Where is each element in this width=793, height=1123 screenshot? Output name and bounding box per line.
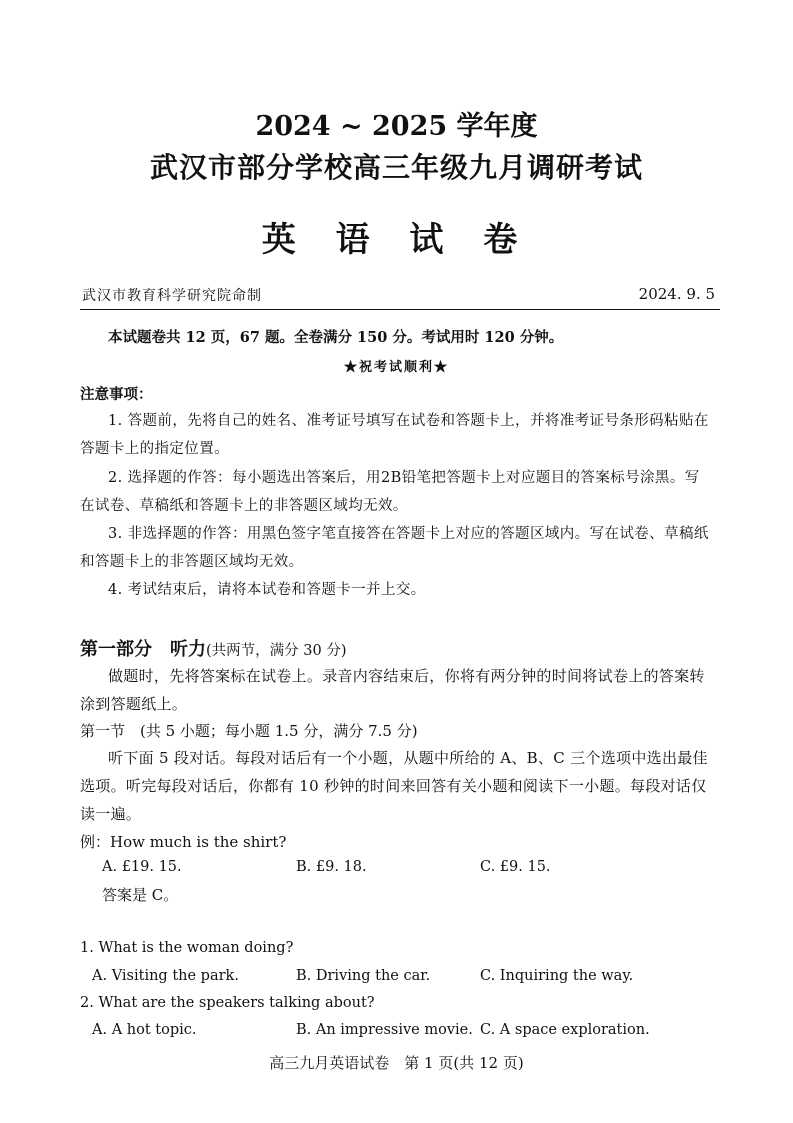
question-option-c: C. Inquiring the way. — [480, 968, 634, 984]
section1-intro: 听下面 5 段对话。每段对话后有一个小题，从题中所给的 A、B、C 三个选项中选出最佳选项。听完每段对话后，你都有 10 秒钟的时间来回答有关小题和阅读下一小题。每段对话仅读一遍。 — [80, 749, 708, 823]
notes-heading: 注意事项： — [80, 386, 153, 403]
note-item: 3. 非选择题的作答：用黑色签字笔直接答在答题卡上对应的答题区域内。写在试卷、草稿纸和答题卡上的非答题区域均无效。 — [80, 526, 709, 570]
header-divider — [80, 309, 720, 310]
exam-title: 武汉市部分学校高三年级九月调研考试 — [149, 151, 643, 184]
question-option-b: B. An impressive movie. — [296, 1022, 473, 1038]
note-item: 2. 选择题的作答：每小题选出答案后，用2B铅笔把答题卡上对应题目的答案标号涂黑。写在试卷、草稿纸和答题卡上的非答题区域均无效。 — [80, 470, 700, 514]
example-answer: 答案是 C。 — [102, 886, 179, 904]
part1-heading — [80, 635, 346, 661]
exam-year: 2024 ~ 2025 学年度 — [255, 111, 538, 142]
question-stem: 1. What is the woman doing? — [80, 940, 294, 956]
issuer: 武汉市教育科学研究院命制 — [82, 288, 262, 304]
example-option-c: C. £9. 15. — [480, 859, 551, 875]
part1-title: 第一部分 听力 — [80, 639, 206, 660]
question-option-a: A. A hot topic. — [92, 1022, 197, 1038]
exam-summary: 本试题卷共 12 页，67 题。全卷满分 150 分。考试用时 120 分钟。 — [108, 329, 564, 346]
example-question: 例：How much is the shirt? — [80, 833, 287, 851]
part1-intro: 做题时，先将答案标在试卷上。录音内容结束后，你将有两分钟的时间将试卷上的答案转涂到答题纸上。 — [80, 667, 705, 713]
question-option-b: B. Driving the car. — [296, 968, 431, 984]
question-option-a: A. Visiting the park. — [92, 968, 239, 984]
part1-subtitle: (共两节，满分 30 分) — [206, 643, 347, 659]
exam-date: 2024. 9. 5 — [638, 285, 715, 303]
question-stem: 2. What are the speakers talking about? — [80, 995, 375, 1011]
section1-title: 第一节 (共 5 小题；每小题 1.5 分，满分 7.5 分) — [80, 722, 418, 740]
example-option-b: B. £9. 18. — [296, 859, 367, 875]
note-item: 1. 答题前，先将自己的姓名、准考证号填写在试卷和答题卡上，并将准考证号条形码粘贴在答题卡上的指定位置。 — [80, 413, 709, 457]
question-option-c: C. A space exploration. — [480, 1022, 650, 1038]
good-luck-banner: ★祝考试顺利★ — [343, 360, 449, 375]
subject-title: 英 语 试 卷 — [261, 220, 532, 260]
example-option-a: A. £19. 15. — [102, 859, 182, 875]
note-item: 4. 考试结束后，请将本试卷和答题卡一并上交。 — [108, 582, 426, 598]
page-footer: 高三九月英语试卷 第 1 页(共 12 页) — [269, 1054, 524, 1072]
